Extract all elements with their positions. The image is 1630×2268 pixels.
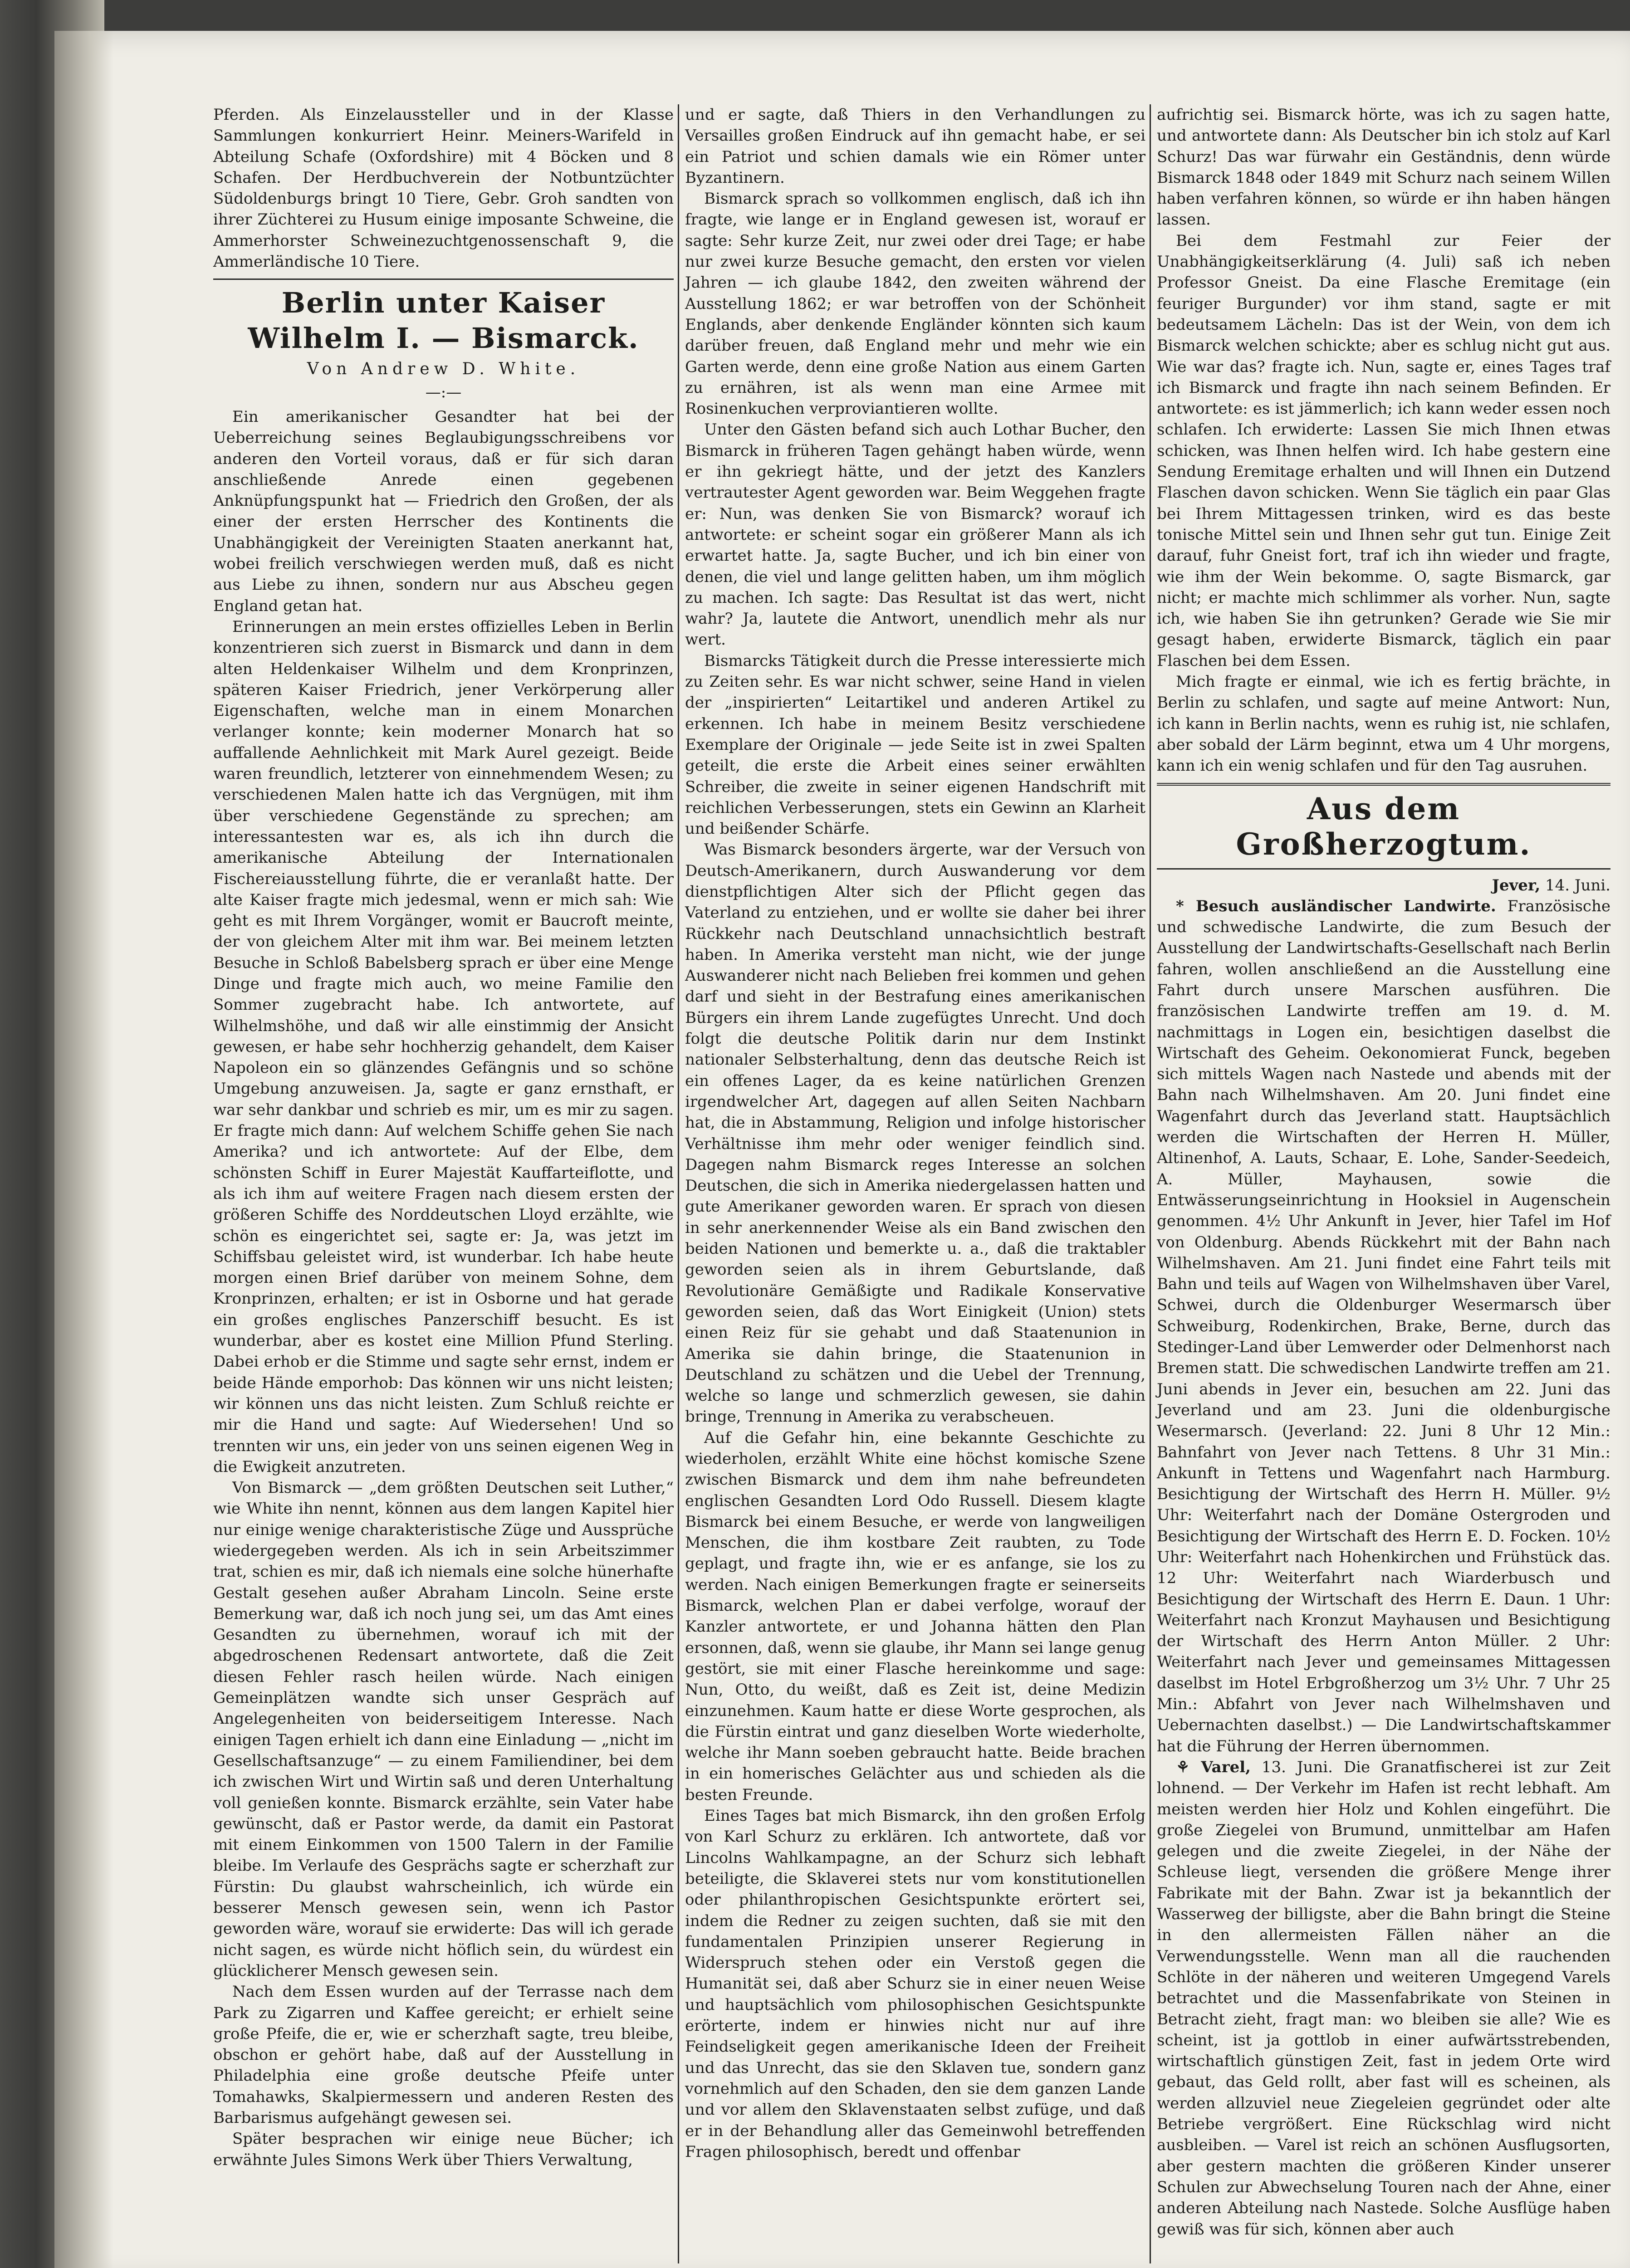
paragraph: Bei dem Festmahl zur Feier der Unabhängigkeitserklärung (4. Juli) saß ich neben Professor Gneist. Da eine Flasche Eremitage (ein feuriger Burgunder) vor ihm stand, sagte er mit bedeutsamem Lächeln: Das ist der Wein, von dem ich Bismarck welchen schickte; aber es schlug nicht gut aus. Wie war das? fragte ich. Nun, sagte er, eines Tages traf ich Bismarck und fragte ihn nach seinem Befinden. Er antwortete: es ist jämmerlich; ich kann weder essen noch schlafen. Ich erwiderte: Lassen Sie mich Ihnen etwas schicken, was Ihnen helfen wird. Ich habe gestern eine Sendung Eremitage erhalten und will Ihnen ein Dutzend Flaschen davon schicken. Wenn Sie täglich ein paar Glas bei Ihrem Mittagessen trinken, wird es das beste tonische Mittel sein und Ihnen sehr gut tun. Einige Zeit darauf, fuhr Gneist fort, traf ich ihn wieder und fragte, wie ihm der Wein bekomme. O, sagte Bismarck, gar nicht; er machte mich schlimmer als vorher. Nun, sagte ich, wie haben Sie ihn getrunken? Gerade wie Sie mir gesagt haben, erwiderte Bismarck, täglich ein paar Flaschen bei dem Essen. xyxy=(1157,231,1610,670)
column-3 xyxy=(1157,104,1610,2240)
byline: Von Andrew D. White. xyxy=(307,360,580,379)
paragraph: Eines Tages bat mich Bismarck, ihn den großen Erfolg von Karl Schurz zu erklären. Ich antwortete, daß vor Lincolns Wahlkampagne, an der Schurz sich lebhaft beteiligte, die Sklaverei stets nur vom konstitutionellen oder philanthropischen Gesichtspunkte erörtert sei, indem die Redner zu zeigen suchten, daß sie mit den fundamentalen Prinzipien unserer Regierung in Widerspruch stehen oder ein Verstoß gegen die Humanität sei, daß aber Schurz sie in einer neuen Weise und hauptsächlich vom philosophischen Gesichtspunkte erörterte, indem er hinwies nicht nur auf ihre Feindseligkeit gegen amerikanische Ideen der Freiheit und das Unrecht, das sie den Sklaven tue, sondern ganz vornehmlich auf den Schaden, den sie dem ganzen Lande und vor allem den Sklavenstaaten selbst zufüge, und daß er in der Behandlung aller das Gemeinwohl betreffenden Fragen philosophisch, beredt und offenbar xyxy=(685,1807,1145,2161)
news-item-varel xyxy=(1157,1757,1610,2240)
paragraph: Bismarcks Tätigkeit durch die Presse interessierte mich zu Zeiten sehr. Es war nicht schwer, seine Hand in vielen der „inspirierten“ Leitartikel und anderen Artikel zu erkennen. Ich habe in meinem Besitz verschiedene Exemplare der Originale — jede Seite ist in zwei Spalten geteilt, die erste die Arbeit eines seiner erwählten Schreiber, die zweite in seiner eigenen Handschrift mit reichlichen Verbesserungen, stets ein Gewinn an Klarheit und beißender Schärfe. xyxy=(685,651,1145,838)
intro-paragraph: Pferden. Als Einzelaussteller und in der Klasse Sammlungen konkurriert Heinr. Meiners-Warifeld in Abteilung Schafe (Oxfordshire) mit 4 Böcken und 8 Schafen. Der Herdbuchverein der Notbuntzüchter Südoldenburgs bringt 10 Tiere, Gebr. Groh sandten von ihrer Züchterei zu Husum einige imposante Schweine, die Ammerhorster Schweinezuchtgenossenschaft 9, die Ammerländische 10 Tiere. xyxy=(213,106,674,271)
column-2 xyxy=(685,104,1145,2162)
news-item-date: 13. Juni. xyxy=(1261,1758,1333,1776)
paragraph: Auf die Gefahr hin, eine bekannte Geschichte zu wiederholen, erzählt White eine höchst komische Szene zwischen Bismarck und dem ihm nahe befreundeten englischen Gesandten Lord Odo Russell. Diesem klagte Bismarck bei einem Besuche, er werde von langweiligen Menschen, die ihm kostbare Zeit raubten, zu Tode geplagt, und fragte ihn, wie er es anfange, sie los zu werden. Nach einigen Bemerkungen fragte er seinerseits Bismarck, welchen Plan er dabei verfolge, worauf der Kanzler antwortete, er und Johanna hätten den Plan ersonnen, daß, wenn sie glaube, ihr Mann sei lange genug gestört, sie mit einer Flasche hereinkomme und sage: Nun, Otto, du weißt, daß es Zeit ist, deine Medizin einzunehmen. Kaum hatte er diese Worte gesprochen, als die Fürstin eintrat und ganz dieselben Worte wiederholte, welche ihr Mann soeben gebraucht hatte. Beide brachen in ein homerisches Gelächter aus und schieden als die besten Freunde. xyxy=(685,1428,1145,1804)
paragraph: Bismarck sprach so vollkommen englisch, daß ich ihn fragte, wie lange er in England gewesen ist, worauf er sagte: Sehr kurze Zeit, nur zwei oder drei Tage; er habe nur zwei kurze Besuche gemacht, den ersten vor vielen Jahren — ich glaube 1842, den zweiten während der Ausstellung 1862; er war betroffen von der Schönheit Englands, aber denkende Engländer könnten sich kaum darüber freuen, daß England mehr und mehr wie ein Garten werde, denn eine große Nation aus einem Garten zu ernähren, ist als wenn man eine Armee mit Rosinenkuchen verproviantieren wollte. xyxy=(685,190,1145,418)
news-item-place: ⚘ Varel, xyxy=(1176,1758,1251,1776)
news-item-text: Französische und schwedische Landwirte, die zum Besuch der Ausstellung der Landwirtschafts-Gesellschaft nach Berlin fahren, wollen anschließend an die Ausstellung eine Fahrt durch unsere Marschen ausführen. Die französischen Landwirte treffen am 19. d. M. nachmittags in Logen ein, besichtigen daselbst die Wirtschaft des Geheim. Oekonomierat Funck, begeben sich mittels Wagen nach Nastede und abends mit der Bahn nach Wilhelmshaven. Am 20. Juni findet eine Wagenfahrt durch das Jeverland statt. Hauptsächlich werden die Wirtschaften der Herren H. Müller, Altinenhof, A. Lauts, Schaar, E. Lohe, Sander-Seedeich, A. Müller, Mayhausen, sowie die Entwässerungseinrichtung in Hooksiel in Augenschein genommen. 4½ Uhr Ankunft in Jever, hier Tafel im Hof von Oldenburg. Abends Rückkehrt mit der Bahn nach Wilhelmshaven. Am 21. Juni findet eine Fahrt teils mit Bahn und teils auf Wagen von Wilhelmshaven über Varel, Schwei, durch die Oldenburger Wesermarsch über Schweiburg, Rodenkirchen, Brake, Berne, durch das Stedinger-Land über Lemwerder oder Delmenhorst nach Bremen statt. Die schwedischen Landwirte treffen am 21. Juni abends in Jever ein, besuchen am 22. Juni das Jeverland und am 23. Juni die oldenburgische Wesermarsch. (Jeverland: 22. Juni 8 Uhr 12 Min.: Bahnfahrt von Jever nach Tettens. 8 Uhr 31 Min.: Ankunft in Tettens und Wagenfahrt nach Harmburg. Besichtigung der Wirtschaft des Herrn H. Müller. 9½ Uhr: Weiterfahrt nach der Domäne Ostergroden und Besichtigung der Wirtschaft des Herrn E. D. Focken. 10½ Uhr: Weiterfahrt nach Hohenkirchen und Frühstück das. 12 Uhr: Weiterfahrt nach Wiarderbusch und Besichtigung der Wirtschaft des Herrn E. Daun. 1 Uhr: Weiterfahrt nach Kronzut Mayhausen und Besichtigung der Wirtschaft des Herrn Anton Müller. 2 Uhr: Weiterfahrt nach Jever und gemeinsames Mittagessen daselbst im Hotel Erbgroßherzog um 3½ Uhr. 7 Uhr 25 Min.: Abfahrt von Jever nach Wilhelmshaven und Uebernachten daselbst.) — Die Landwirtschaftskammer hat die Führung der Herren übernommen. xyxy=(1157,897,1610,1755)
news-item-text: Die Granatfischerei ist zur Zeit lohnend. — Der Verkehr im Hafen ist recht lebhaft. Am meisten werden hier Holz und Kohlen eingeführt. Die große Ziegelei von Brumund, unmittelbar am Hafen gelegen und die zweite Ziegelei, in der Nähe der Schleuse liegt, versenden die größere Menge ihrer Fabrikate mit der Bahn. Zwar ist ja bekanntlich der Wasserweg der billigste, aber die Bahn bringt die Steine in den allermeisten Fällen näher an die Verwendungsstelle. Wenn man all die rauchenden Schlöte in der näheren und weiteren Umgegend Varels betrachtet und die Massenfabrikate von Steinen in Betracht zieht, fragt man: wo bleiben sie alle? Wie es scheint, ist ja gottlob in einer aufwärtsstrebenden, wirtschaftlich günstigen Zeit, fast in jedem Orte wird gebaut, das Geld rollt, aber fast will es scheinen, als werden allzuviel neue Ziegeleien gegründet oder alte Betriebe vergrößert. Eine Rückschlag wird nicht ausbleiben. — Varel ist reich an schönen Ausflugsorten, aber gestern machten die größeren Kinder unserer Schulen zur Abwechselung Touren nach der Ahne, einer anderen Abteilung nach Nastede. Solche Ausflüge haben gewiß was für sich, können aber auch xyxy=(1157,1758,1611,2239)
divider xyxy=(1157,868,1610,870)
dateline xyxy=(1157,875,1610,896)
dateline-date: 14. Juni. xyxy=(1545,876,1610,894)
paragraph: Ein amerikanischer Gesandter hat bei der Ueberreichung seines Beglaubigungsschreibens vor anderen den Vorteil voraus, daß er für sich daran anschließende Anrede einen gegebenen Anknüpfungspunkt hat — Friedrich den Großen, der als einer der ersten Herrscher des Kontinents die Unabhängigkeit der Vereinigten Staaten anerkannt hat, wobei freilich verschwiegen werden muß, daß es nicht aus Liebe zu ihnen, sondern nur aus Abscheu gegen England getan hat. xyxy=(213,407,674,615)
paragraph: aufrichtig sei. Bismarck hörte, was ich zu sagen hatte, und antwortete dann: Als Deutscher bin ich stolz auf Karl Schurz! Das war fürwahr ein Geständnis, denn würde Bismarck 1848 oder 1849 mit Schurz nach seinem Willen haben verfahren können, so würde er ihn haben hängen lassen. xyxy=(1157,106,1610,229)
section-title: Aus dem Großherzogtum. xyxy=(1236,791,1532,862)
news-item-heading: * Besuch ausländischer Landwirte. xyxy=(1176,897,1496,915)
paragraph: Nach dem Essen wurden auf der Terrasse nach dem Park zu Zigarren und Kaffee gereicht; er erhielt seine große Pfeife, die er, wie er scherzhaft sagte, treu bleibe, obschon er gehört habe, daß auf der Ausstellung in Philadelphia eine große deutsche Pfeife unter Tomahawks, Skalpiermessern und anderen Resten des Barbarismus aufgehängt gewesen sei. xyxy=(213,1983,674,2127)
paragraph: Mich fragte er einmal, wie ich es fertig brächte, in Berlin zu schlafen, und sagte auf meine Antwort: Nun, ich kann in Berlin nachts, wenn es ruhig ist, nie schlafen, aber sobald der Lärm beginnt, etwa um 4 Uhr morgens, kann ich ein wenig schlafen und für den Tag ausruhen. xyxy=(1157,673,1610,775)
news-item-jever xyxy=(1157,896,1610,1757)
column-1 xyxy=(213,104,674,2170)
paragraph: Unter den Gästen befand sich auch Lothar Bucher, den Bismarck in früheren Tagen gehängt haben würde, wenn er ihn gekriegt hätte, und der jetzt des Kanzlers vertrautester Agent geworden war. Beim Weggehen fragte er: Nun, was denken Sie von Bismarck? worauf ich antwortete: er scheint sogar ein größerer Mann als ich erwartet hatte. Ja, sagte Bucher, und ich bin einer von denen, die viel und lange gelitten haben, um ihm möglich zu machen. Ich sagte: Das Resultat ist das wert, nicht wahr? Ja, lautete die Antwort, unendlich mehr als nur wert. xyxy=(685,420,1145,649)
paragraph: Von Bismarck — „dem größten Deutschen seit Luther,“ wie White ihn nennt, können aus dem langen Kapitel hier nur einige wenige charakteristische Züge und Aussprüche wiedergegeben werden. Als ich in sein Arbeitszimmer trat, schien es mir, daß ich niemals eine solche hünerhafte Gestalt gesehen außer Abraham Lincoln. Seine erste Bemerkung war, daß ich noch jung sei, um das Amt eines Gesandten zu übernehmen, worauf ich mit der abgedroschenen Redensart antwortete, daß die Zeit diesen Fehler rasch heilen würde. Nach einigen Gemeinplätzen wandte sich unser Gespräch auf Angelegenheiten von beiderseitigem Interesse. Nach einigen Tagen erhielt ich dann eine Einladung — „nicht im Gesellschaftsanzuge“ — zu einem Familiendiner, bei dem ich zwischen Wirt und Wirtin saß und deren Unterhaltung voll genießen konnte. Bismarck erzählte, sein Vater habe gewünscht, daß er Pastor werde, da damit ein Pastorat mit einem Einkommen von 1500 Talern in der Familie bleibe. Im Verlaufe des Gesprächs sagte er scherzhaft zur Fürstin: Du glaubst wahrscheinlich, ich würde ein besserer Mensch gewesen sein, wenn ich Pastor geworden wäre, worauf sie erwiderte: Das will ich gerade nicht sagen, es würde nicht höflich sein, du würdest ein glücklicherer Mensch gewesen sein. xyxy=(213,1479,674,1980)
article-title: Berlin unter Kaiser Wilhelm I. — Bismarck. xyxy=(248,286,639,355)
paragraph: Erinnerungen an mein erstes offizielles Leben in Berlin konzentrieren sich zuerst in Bismarck und dann in dem alten Heldenkaiser Wilhelm und dem Kronprinzen, späteren Kaiser Friedrich, jener Verkörperung aller Eigenschaften, welche man in einem Monarchen verlanger konnte; kein moderner Monarch hat so auffallende Aehnlichkeit mit Mark Aurel gezeigt. Beide waren freundlich, letzterer von einnehmendem Wesen; zu verschiedenen Malen hatte ich das Vergnügen, mit ihm über verschiedene Gegenstände zu sprechen; am interessantesten war es, als ich ihn durch die amerikanische Abteilung der Internationalen Fischereiausstellung führte, die er veranlaßt hatte. Der alte Kaiser fragte mich jedesmal, wenn er mich sah: Wie geht es mit Ihrem Vorgänger, womit er Baucroft meinte, der von gleichem Alter mit ihm war. Bei meinem letzten Besuche in Schloß Babelsberg sprach er über eine Menge Dinge und fragte mich auch, wo meine Familie den Sommer zugebracht habe. Ich antwortete, auf Wilhelmshöhe, und daß wir alle einstimmig der Ansicht gewesen, er habe sehr hochherzig gehandelt, dem Kaiser Napoleon ein so glänzendes Gefängnis und so schöne Umgebung anzuweisen. Ja, sagte er ganz ernsthaft, er war sehr dankbar und schrieb es mir, um es mir zu sagen. Er fragte mich dann: Auf welchem Schiffe gehen Sie nach Amerika? und ich antwortete: Auf der Elbe, dem schönsten Schiff in Eurer Majestät Kauffarteiflotte, und als ich ihm auf weitere Fragen nach diesem ersten der größeren Schiffe des Norddeutschen Lloyd erzählte, wie schön es eingerichtet sei, sagte er: Ja, was jetzt im Schiffsbau geleistet wird, ist wunderbar. Ich habe heute morgen einen Brief darüber von meinem Sohne, dem Kronprinzen, erhalten; er ist in Osborne und hat gerade ein großes englisches Panzerschiff besucht. Es ist wunderbar, aber es kostet eine Million Pfund Sterling. Dabei erhob er die Stimme und sagte sehr ernst, indem er beide Hände emporhob: Das können wir uns nicht leisten; wir können uns das nicht leisten. Zum Schluß reichte er mir die Hand und sagte: Auf Wiedersehen! Und so trennten wir uns, ein jeder von uns seinen eigenen Weg in die Ewigkeit anzutreten. xyxy=(213,617,674,1476)
column-rule-2 xyxy=(1150,104,1151,2263)
dateline-place: Jever, xyxy=(1492,876,1541,894)
column-rule-1 xyxy=(678,104,679,2263)
paragraph: und er sagte, daß Thiers in den Verhandlungen zu Versailles großen Eindruck auf ihn gemacht habe, er sei ein Patriot und schien damals wie ein Römer unter Byzantinern. xyxy=(685,106,1145,187)
divider xyxy=(213,279,674,280)
section-divider xyxy=(1157,783,1610,786)
paragraph: Später besprachen wir einige neue Bücher; ich erwähnte Jules Simons Werk über Thiers Verwaltung, xyxy=(213,2130,674,2169)
dinkus: —:— xyxy=(425,383,462,401)
paragraph: Was Bismarck besonders ärgerte, war der Versuch von Deutsch-Amerikanern, durch Auswanderung vor dem dienstpflichtigen Alter sich der Pflicht gegen das Vaterland zu entziehen, und er wollte sie daher bei ihrer Rückkehr nach Deutschland unnachsichtlich bestraft haben. In Amerika versteht man nicht, wie der junge Auswanderer nicht nach Belieben frei kommen und gehen darf und sieht in der Bestrafung eines amerikanischen Bürgers ein ihrem Lande zugefügtes Unrecht. Und doch folgt die deutsche Politik darin nur dem Instinkt nationaler Selbsterhaltung, denn das deutsche Reich ist ein offenes Lager, da es keine natürlichen Grenzen irgendwelcher Art, dagegen auf allen Seiten Nachbarn hat, die in Abstammung, Religion und infolge historischer Verhältnisse ihm mehr oder weniger feindlich sind. Dagegen nahm Bismarck reges Interesse an solchen Deutschen, die sich in Amerika niedergelassen hatten und gute Amerikaner geworden waren. Er sprach von diesen in sehr anerkennender Weise als ein Band zwischen den beiden Nationen und bemerkte u. a., daß die traktabler geworden seien als in ihrem Geburtslande, daß Revolutionäre Gemäßigte und Radikale Konservative geworden seien, daß das Wort Einigkeit (Union) stets einen Reiz für sie gehabt und daß Staatenunion in Amerika sie dahin bringe, die Staatenunion in Deutschland zu schätzen und die Uebel der Trennung, welche so lange und schmerzlich gewesen, sie dahin bringe, Trennung in Amerika zu verabscheuen. xyxy=(685,841,1145,1426)
